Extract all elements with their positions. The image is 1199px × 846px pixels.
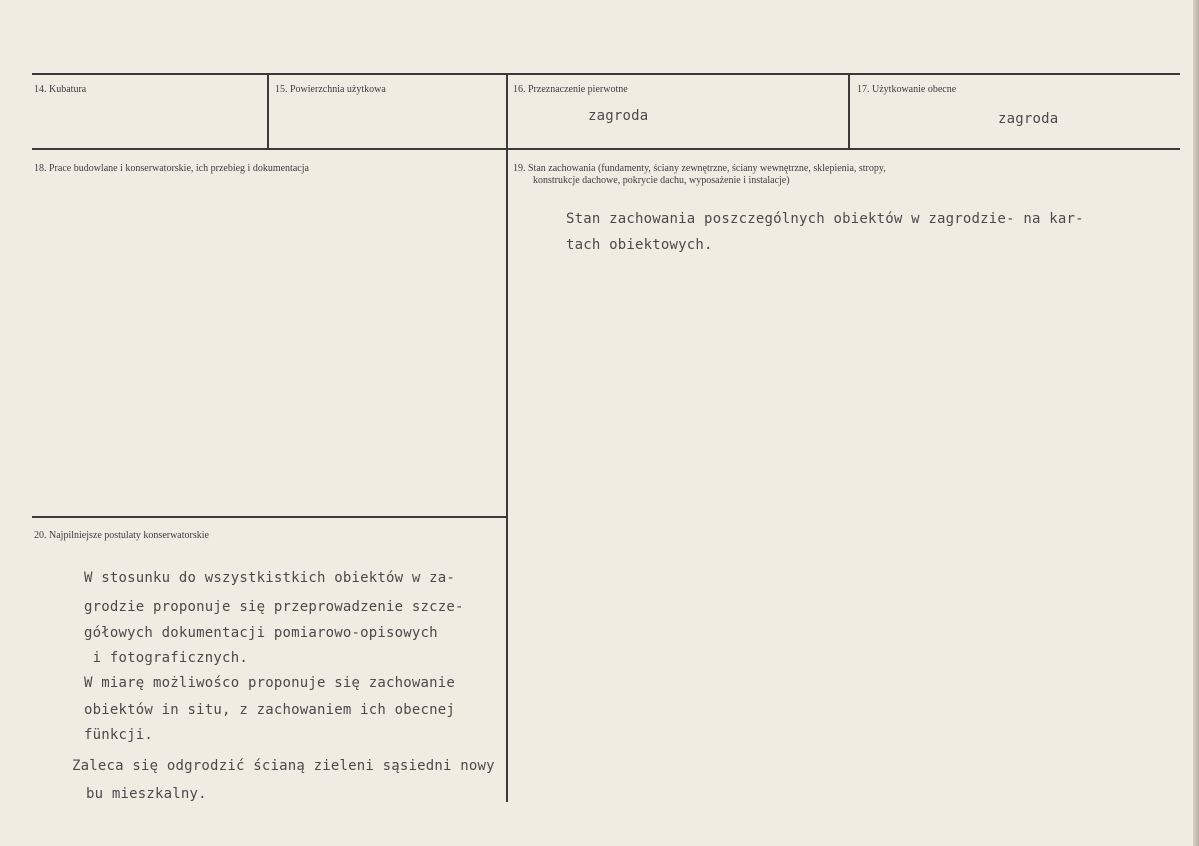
field-19-text-line2: tach obiektowych.	[566, 237, 713, 253]
field-17-label: 17. Użytkowanie obecne	[857, 84, 957, 95]
field-16-value: zagroda	[588, 108, 649, 124]
field-20-line: Zaleca się odgrodzić ścianą zieleni sąsiedni nowy	[72, 758, 495, 774]
card-edge	[1193, 0, 1199, 846]
field-19-label-line1: 19. Stan zachowania (fundamenty, ściany zewnętrzne, ściany wewnętrzne, sklepienia, stropy,	[513, 163, 886, 174]
col-divider-main	[506, 150, 508, 802]
field-15-label: 15. Powierzchnia użytkowa	[275, 84, 386, 95]
left-divider-20	[32, 516, 508, 518]
field-20-line: fünkcji.	[84, 727, 154, 743]
field-20-line: bu mieszkalny.	[86, 786, 207, 802]
field-20-line: W miarę możliwośco proponuje się zachowanie	[84, 675, 456, 691]
field-19-text-line1: Stan zachowania poszczególnych obiektów w zagrodzie- na kar-	[566, 211, 1084, 227]
field-16-label: 16. Przeznaczenie pierwotne	[513, 84, 628, 95]
col-divider-14-15	[267, 75, 269, 148]
field-18-label: 18. Prace budowlane i konserwatorskie, ich przebieg i dokumentacja	[34, 163, 309, 174]
field-14-label: 14. Kubatura	[34, 84, 87, 95]
field-19-label-line2: konstrukcje dachowe, pokrycie dachu, wyposażenie i instalacje)	[533, 175, 790, 186]
field-20-label: 20. Najpilniejsze postulaty konserwatorskie	[34, 530, 209, 541]
field-17-value: zagroda	[998, 111, 1059, 127]
field-20-line: i fotograficznych.	[84, 650, 248, 666]
field-20-line: W stosunku do wszystkistkich obiektów w za-	[84, 570, 456, 586]
field-20-line: obiektów in situ, z zachowaniem ich obecnej	[84, 702, 456, 718]
field-20-line: grodzie proponuje się przeprowadzenie szcze-	[84, 599, 464, 615]
col-divider-15-16	[506, 75, 508, 148]
field-20-line: gółowych dokumentacji pomiarowo-opisowych	[84, 625, 438, 641]
top-rule	[32, 73, 1180, 75]
row-divider-1	[32, 148, 1180, 150]
col-divider-16-17	[848, 75, 850, 148]
